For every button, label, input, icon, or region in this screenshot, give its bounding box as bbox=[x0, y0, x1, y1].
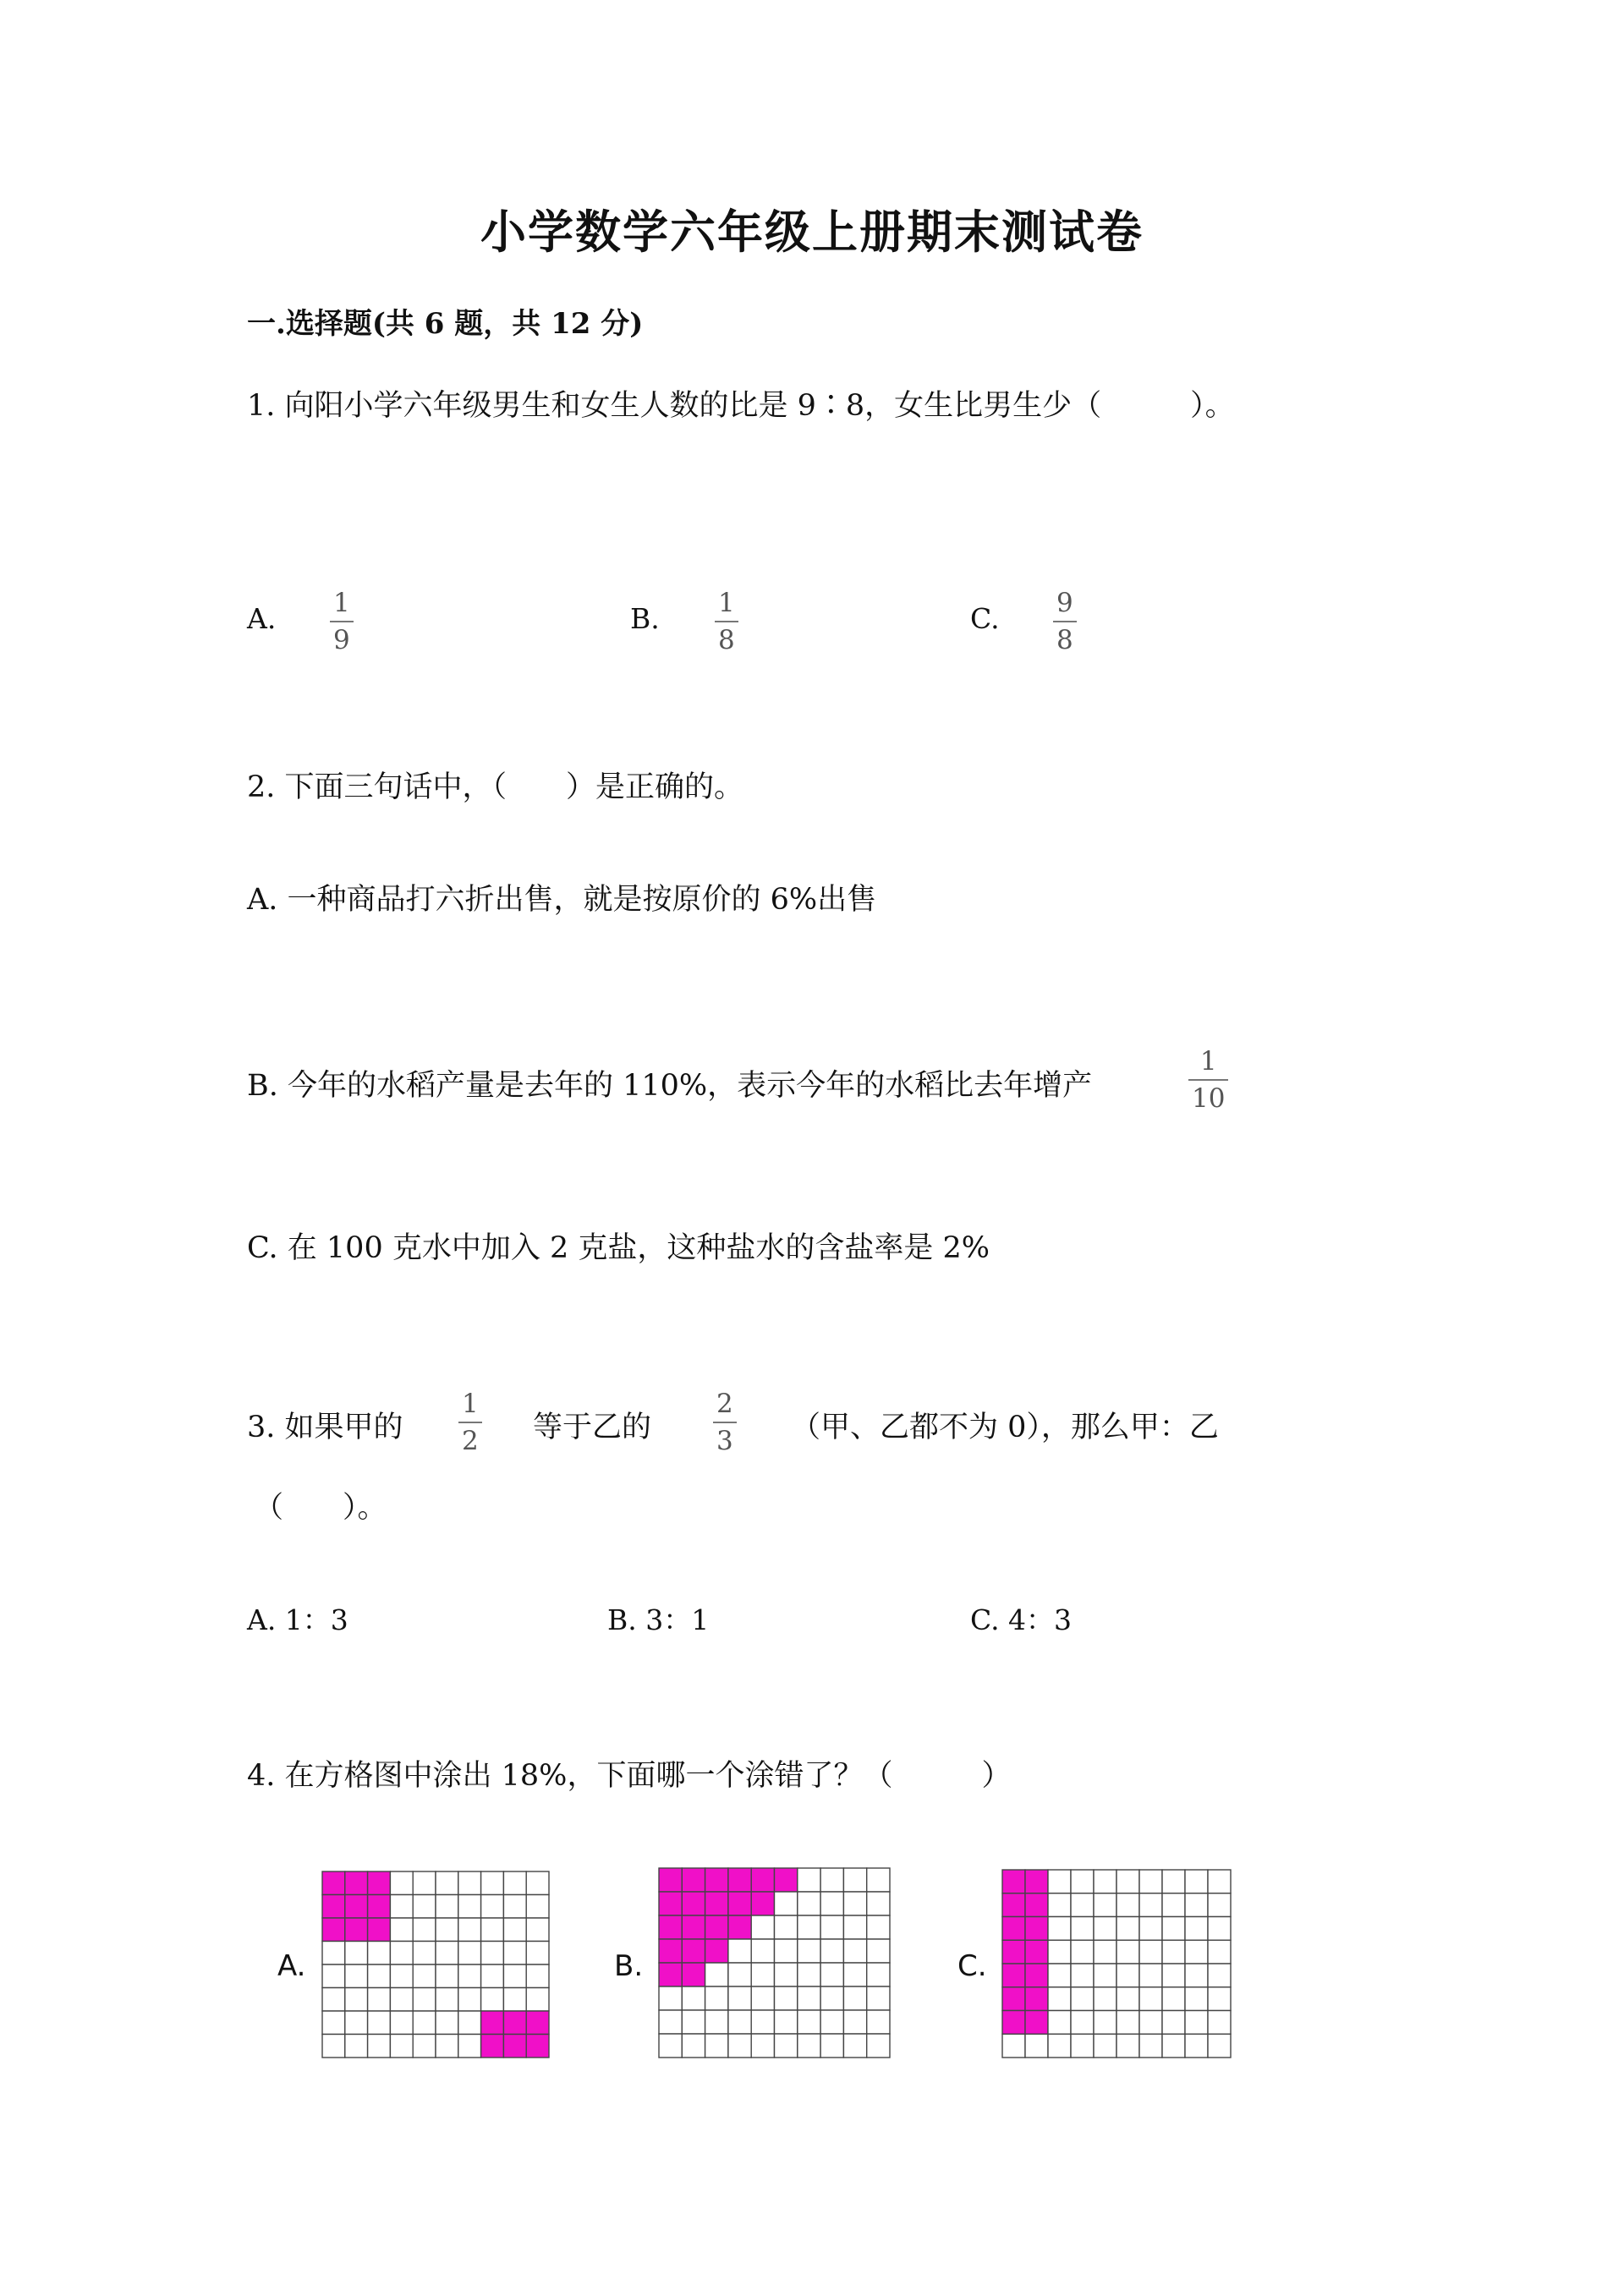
fraction-numerator: 2 bbox=[716, 1389, 733, 1419]
grid-cell-shaded bbox=[659, 1915, 682, 1939]
q1-option-a-label: A. bbox=[247, 602, 277, 635]
grid-cell bbox=[413, 1895, 436, 1919]
grid-cell bbox=[1071, 1987, 1094, 2011]
grid-cell bbox=[820, 2010, 843, 2034]
grid-cell-shaded bbox=[705, 1915, 728, 1939]
fraction-bar bbox=[1053, 621, 1077, 622]
grid-a-label: A. bbox=[277, 1949, 306, 1983]
grid-cell bbox=[1139, 2034, 1162, 2058]
grid-cell bbox=[751, 2010, 774, 2034]
grid-cell bbox=[526, 1918, 549, 1942]
grid-cell-shaded bbox=[503, 2011, 526, 2035]
grid-cell bbox=[775, 1963, 798, 1986]
grid-cell bbox=[503, 1895, 526, 1919]
grid-cell bbox=[798, 1915, 820, 1939]
grid-cell bbox=[820, 1963, 843, 1986]
grid-cell bbox=[1185, 1893, 1208, 1917]
grid-cell bbox=[843, 2034, 866, 2058]
fraction-denominator: 9 bbox=[333, 625, 350, 655]
grid-cell bbox=[345, 1988, 368, 2012]
grid-cell bbox=[436, 1964, 458, 1988]
grid-cell-shaded bbox=[728, 1868, 751, 1892]
grid-cell bbox=[1071, 2011, 1094, 2035]
fraction-denominator: 8 bbox=[718, 625, 735, 655]
grid-cell-shaded bbox=[751, 1868, 774, 1892]
grid-cell-shaded bbox=[481, 2011, 504, 2035]
grid-cell bbox=[1116, 2034, 1139, 2058]
grid-cell-shaded bbox=[1025, 1987, 1048, 2011]
grid-cell bbox=[1139, 1893, 1162, 1917]
grid-cell bbox=[1208, 1893, 1231, 1917]
page-title: 小学数学六年级上册期末测试卷 bbox=[480, 205, 1144, 259]
grid-cell bbox=[1002, 2034, 1025, 2058]
q1-option-a-fraction bbox=[330, 590, 354, 654]
grid-cell-shaded bbox=[345, 1871, 368, 1895]
grid-cell bbox=[390, 1895, 413, 1919]
grid-b-label: B. bbox=[614, 1949, 644, 1983]
grid-cell bbox=[436, 1871, 458, 1895]
grid-cell bbox=[345, 2035, 368, 2058]
q1-option-b-fraction bbox=[715, 590, 738, 654]
grid-cell bbox=[705, 2010, 728, 2034]
grid-cell bbox=[1162, 1917, 1185, 1941]
grid-cell-shaded bbox=[526, 2035, 549, 2058]
grid-cell bbox=[322, 1964, 345, 1988]
grid-cell bbox=[1208, 2011, 1231, 2035]
grid-cell bbox=[1162, 2011, 1185, 2035]
grid-cell-shaded bbox=[705, 1939, 728, 1963]
grid-cell bbox=[820, 1915, 843, 1939]
grid-cell-shaded bbox=[1025, 1917, 1048, 1941]
fraction-denominator: 3 bbox=[716, 1426, 733, 1456]
question-3-part-1: 3. 如果甲的 bbox=[247, 1411, 403, 1444]
grid-cell-shaded bbox=[728, 1892, 751, 1915]
grid-cell bbox=[705, 1986, 728, 2010]
grid-cell bbox=[436, 1988, 458, 2012]
q1-option-b-label: B. bbox=[630, 602, 660, 635]
grid-cell bbox=[526, 1964, 549, 1988]
grid-cell bbox=[390, 1942, 413, 1965]
grid-cell-shaded bbox=[659, 1868, 682, 1892]
grid-cell bbox=[1185, 1917, 1208, 1941]
grid-cell-shaded bbox=[1002, 1964, 1025, 1987]
grid-cell-shaded bbox=[1002, 1917, 1025, 1941]
grid-cell bbox=[322, 1942, 345, 1965]
grid-cell bbox=[1208, 1987, 1231, 2011]
grid-cell bbox=[843, 1986, 866, 2010]
grid-cell bbox=[1139, 1987, 1162, 2011]
grid-cell bbox=[1048, 1893, 1071, 1917]
q2-option-b-fraction bbox=[1188, 1046, 1228, 1114]
grid-cell bbox=[843, 1892, 866, 1915]
grid-cell bbox=[1116, 1940, 1139, 1964]
grid-cell bbox=[1185, 1964, 1208, 1987]
q3-option-c: C. 4：3 bbox=[970, 1603, 1073, 1636]
grid-cell bbox=[659, 1986, 682, 2010]
grid-cell bbox=[1139, 2011, 1162, 2035]
grid-cell-shaded bbox=[322, 1871, 345, 1895]
grid-cell bbox=[1116, 1893, 1139, 1917]
grid-cell bbox=[775, 1939, 798, 1963]
grid-cell-shaded bbox=[1002, 1870, 1025, 1893]
grid-cell-shaded bbox=[1025, 1893, 1048, 1917]
grid-cell bbox=[1162, 1987, 1185, 2011]
grid-cell bbox=[345, 2011, 368, 2035]
grid-cell bbox=[1162, 1940, 1185, 1964]
grid-cell bbox=[728, 2010, 751, 2034]
grid-cell bbox=[345, 1964, 368, 1988]
grid-cell bbox=[1071, 1917, 1094, 1941]
grid-cell bbox=[458, 1942, 481, 1965]
grid-cell bbox=[503, 1942, 526, 1965]
grid-cell bbox=[867, 1892, 890, 1915]
grid-cell bbox=[1048, 1917, 1071, 1941]
grid-cell bbox=[705, 1963, 728, 1986]
grid-cell-shaded bbox=[1025, 1870, 1048, 1893]
fraction-numerator: 1 bbox=[1199, 1046, 1217, 1077]
q2-option-a: A. 一种商品打六折出售，就是按原价的 6%出售 bbox=[247, 883, 877, 917]
grid-cell bbox=[775, 1892, 798, 1915]
grid-cell bbox=[481, 1942, 504, 1965]
grid-cell bbox=[1116, 2011, 1139, 2035]
grid-cell-shaded bbox=[322, 1918, 345, 1942]
grid-c bbox=[1001, 1869, 1232, 2058]
grid-cell bbox=[659, 2034, 682, 2058]
grid-cell-shaded bbox=[659, 1892, 682, 1915]
grid-cell bbox=[413, 1871, 436, 1895]
grid-cell bbox=[526, 1895, 549, 1919]
grid-cell bbox=[820, 1868, 843, 1892]
grid-cell bbox=[1094, 1917, 1116, 1941]
q1-option-c-label: C. bbox=[970, 602, 1000, 635]
grid-cell bbox=[368, 1942, 391, 1965]
fraction-bar bbox=[1188, 1079, 1228, 1081]
grid-cell bbox=[1162, 1870, 1185, 1893]
grid-a bbox=[321, 1871, 550, 2058]
grid-cell bbox=[436, 1942, 458, 1965]
grid-cell bbox=[751, 1915, 774, 1939]
grid-cell bbox=[1071, 1893, 1094, 1917]
grid-cell bbox=[368, 2011, 391, 2035]
grid-cell bbox=[820, 2034, 843, 2058]
grid-cell bbox=[728, 1963, 751, 1986]
grid-cell bbox=[1094, 2034, 1116, 2058]
grid-cell bbox=[751, 2034, 774, 2058]
grid-cell bbox=[481, 1918, 504, 1942]
grid-cell bbox=[413, 1964, 436, 1988]
q3-option-b: B. 3：1 bbox=[607, 1603, 710, 1636]
grid-b bbox=[658, 1867, 891, 2058]
grid-cell bbox=[390, 2035, 413, 2058]
question-2-stem: 2. 下面三句话中，（ ）是正确的。 bbox=[247, 770, 744, 804]
grid-cell-shaded bbox=[368, 1871, 391, 1895]
fraction-bar bbox=[330, 621, 354, 622]
grid-cell-shaded bbox=[682, 1915, 705, 1939]
grid-cell bbox=[436, 1918, 458, 1942]
grid-cell bbox=[390, 1918, 413, 1942]
grid-cell bbox=[751, 1963, 774, 1986]
grid-cell bbox=[1071, 1940, 1094, 1964]
grid-cell bbox=[798, 1963, 820, 1986]
grid-cell bbox=[843, 1939, 866, 1963]
grid-cell bbox=[458, 1918, 481, 1942]
grid-cell bbox=[1162, 1893, 1185, 1917]
grid-cell bbox=[1185, 1987, 1208, 2011]
grid-cell bbox=[390, 1871, 413, 1895]
fraction-denominator: 8 bbox=[1056, 625, 1073, 655]
grid-cell bbox=[682, 2034, 705, 2058]
grid-cell bbox=[682, 1986, 705, 2010]
grid-cell bbox=[1116, 1870, 1139, 1893]
grid-cell bbox=[503, 1871, 526, 1895]
grid-cell bbox=[458, 1895, 481, 1919]
fraction-numerator: 1 bbox=[462, 1389, 479, 1419]
grid-cell-shaded bbox=[526, 2011, 549, 2035]
grid-cell-shaded bbox=[659, 1939, 682, 1963]
grid-cell bbox=[458, 1871, 481, 1895]
grid-cell-shaded bbox=[345, 1918, 368, 1942]
grid-cell bbox=[413, 2035, 436, 2058]
grid-cell bbox=[322, 2011, 345, 2035]
question-4-stem: 4. 在方格图中涂出 18%，下面哪一个涂错了？（ ） bbox=[247, 1759, 1012, 1793]
grid-cell-shaded bbox=[751, 1892, 774, 1915]
grid-cell bbox=[775, 2010, 798, 2034]
grid-cell bbox=[1071, 1964, 1094, 1987]
grid-cell bbox=[867, 2010, 890, 2034]
grid-cell bbox=[503, 1988, 526, 2012]
grid-cell-shaded bbox=[682, 1868, 705, 1892]
grid-cell-shaded bbox=[368, 1895, 391, 1919]
grid-cell-shaded bbox=[682, 1892, 705, 1915]
fraction-denominator: 10 bbox=[1192, 1083, 1226, 1114]
grid-cell-shaded bbox=[659, 1963, 682, 1986]
grid-cell bbox=[436, 2011, 458, 2035]
grid-c-label: C. bbox=[957, 1949, 987, 1983]
grid-cell bbox=[1208, 1964, 1231, 1987]
grid-cell-shaded bbox=[1025, 2011, 1048, 2035]
section-heading: 一.选择题(共 6 题，共 12 分) bbox=[247, 307, 644, 341]
grid-cell bbox=[843, 1915, 866, 1939]
grid-cell bbox=[322, 1988, 345, 2012]
grid-cell bbox=[820, 1986, 843, 2010]
grid-cell bbox=[1208, 2034, 1231, 2058]
grid-cell bbox=[751, 1939, 774, 1963]
grid-cell bbox=[413, 1988, 436, 2012]
grid-cell bbox=[1208, 1870, 1231, 1893]
grid-cell bbox=[390, 1988, 413, 2012]
grid-cell bbox=[1094, 1987, 1116, 2011]
grid-cell bbox=[1071, 1870, 1094, 1893]
question-3-line-2: （ ）。 bbox=[254, 1491, 387, 1525]
grid-cell bbox=[368, 1988, 391, 2012]
grid-cell bbox=[1208, 1917, 1231, 1941]
grid-cell-shaded bbox=[728, 1915, 751, 1939]
grid-cell bbox=[1116, 1987, 1139, 2011]
grid-cell bbox=[1048, 2011, 1071, 2035]
q2-option-b: B. 今年的水稻产量是去年的 110%，表示今年的水稻比去年增产 bbox=[247, 1069, 1093, 1103]
grid-cell bbox=[436, 1895, 458, 1919]
grid-cell-shaded bbox=[682, 1963, 705, 1986]
grid-cell bbox=[368, 1964, 391, 1988]
q3-option-a: A. 1：3 bbox=[247, 1603, 348, 1636]
grid-cell bbox=[843, 1963, 866, 1986]
grid-cell bbox=[1094, 1940, 1116, 1964]
grid-cell bbox=[1071, 2034, 1094, 2058]
grid-cell bbox=[503, 1964, 526, 1988]
grid-cell-shaded bbox=[1025, 1964, 1048, 1987]
grid-cell bbox=[526, 1942, 549, 1965]
grid-cell bbox=[820, 1939, 843, 1963]
grid-cell bbox=[843, 1868, 866, 1892]
grid-cell bbox=[436, 2035, 458, 2058]
grid-cell bbox=[458, 1988, 481, 2012]
grid-cell bbox=[368, 2035, 391, 2058]
grid-cell-shaded bbox=[503, 2035, 526, 2058]
grid-cell-shaded bbox=[682, 1939, 705, 1963]
grid-cell bbox=[1116, 1964, 1139, 1987]
grid-cell bbox=[798, 1939, 820, 1963]
grid-cell bbox=[481, 1895, 504, 1919]
grid-cell bbox=[867, 1963, 890, 1986]
grid-cell-shaded bbox=[705, 1868, 728, 1892]
grid-cell-shaded bbox=[1002, 1940, 1025, 1964]
grid-cell bbox=[1094, 1870, 1116, 1893]
grid-cell bbox=[728, 1939, 751, 1963]
grid-cell bbox=[705, 2034, 728, 2058]
grid-cell bbox=[843, 2010, 866, 2034]
grid-cell bbox=[751, 1986, 774, 2010]
grid-cell bbox=[1185, 2011, 1208, 2035]
q3-fraction-1 bbox=[458, 1391, 482, 1455]
grid-cell bbox=[659, 2010, 682, 2034]
grid-cell bbox=[458, 2035, 481, 2058]
question-3-part-2: 等于乙的 bbox=[533, 1411, 652, 1444]
grid-cell bbox=[798, 1892, 820, 1915]
grid-cell bbox=[1048, 1964, 1071, 1987]
grid-cell bbox=[1139, 1870, 1162, 1893]
fraction-bar bbox=[715, 621, 738, 622]
grid-cell bbox=[867, 1868, 890, 1892]
grid-cell bbox=[1094, 1893, 1116, 1917]
grid-cell bbox=[867, 2034, 890, 2058]
grid-cell bbox=[481, 1871, 504, 1895]
grid-cell-shaded bbox=[322, 1895, 345, 1919]
grid-cell bbox=[1185, 1940, 1208, 1964]
grid-cell bbox=[413, 1942, 436, 1965]
fraction-bar bbox=[458, 1422, 482, 1423]
grid-cell bbox=[458, 1964, 481, 1988]
grid-cell bbox=[798, 1868, 820, 1892]
grid-cell bbox=[682, 2010, 705, 2034]
grid-cell bbox=[820, 1892, 843, 1915]
grid-cell bbox=[526, 1988, 549, 2012]
grid-cell-shaded bbox=[1002, 1893, 1025, 1917]
grid-cell bbox=[775, 1986, 798, 2010]
grid-cell bbox=[1208, 1940, 1231, 1964]
grid-cell bbox=[798, 2034, 820, 2058]
grid-cell bbox=[867, 1986, 890, 2010]
grid-cell bbox=[1185, 2034, 1208, 2058]
grid-cell bbox=[390, 2011, 413, 2035]
grid-cell bbox=[1162, 2034, 1185, 2058]
grid-cell bbox=[1139, 1940, 1162, 1964]
grid-cell bbox=[867, 1939, 890, 1963]
grid-cell bbox=[867, 1915, 890, 1939]
grid-cell bbox=[728, 1986, 751, 2010]
q2-option-c: C. 在 100 克水中加入 2 克盐，这种盐水的含盐率是 2% bbox=[247, 1231, 990, 1265]
fraction-numerator: 1 bbox=[333, 588, 350, 618]
grid-cell bbox=[728, 2034, 751, 2058]
grid-cell bbox=[503, 1918, 526, 1942]
grid-cell-shaded bbox=[1002, 2011, 1025, 2035]
fraction-numerator: 1 bbox=[718, 588, 735, 618]
q1-option-c-fraction bbox=[1053, 590, 1077, 654]
grid-cell bbox=[798, 1986, 820, 2010]
grid-cell bbox=[775, 2034, 798, 2058]
grid-cell bbox=[345, 1942, 368, 1965]
grid-cell bbox=[1116, 1917, 1139, 1941]
grid-cell bbox=[526, 1871, 549, 1895]
grid-cell-shaded bbox=[705, 1892, 728, 1915]
grid-cell bbox=[798, 2010, 820, 2034]
fraction-numerator: 9 bbox=[1056, 588, 1073, 618]
grid-cell bbox=[1048, 1940, 1071, 1964]
grid-cell bbox=[1094, 2011, 1116, 2035]
grid-cell bbox=[1048, 2034, 1071, 2058]
grid-cell-shaded bbox=[1025, 1940, 1048, 1964]
grid-cell-shaded bbox=[775, 1868, 798, 1892]
grid-cell-shaded bbox=[345, 1895, 368, 1919]
grid-cell bbox=[1025, 2034, 1048, 2058]
grid-cell bbox=[481, 1964, 504, 1988]
grid-cell bbox=[458, 2011, 481, 2035]
grid-cell bbox=[1139, 1917, 1162, 1941]
grid-cell bbox=[1094, 1964, 1116, 1987]
grid-cell bbox=[322, 2035, 345, 2058]
question-3-part-3: （甲、乙都不为 0），那么甲：乙 bbox=[791, 1411, 1219, 1444]
fraction-denominator: 2 bbox=[462, 1426, 479, 1456]
grid-cell bbox=[775, 1915, 798, 1939]
grid-cell bbox=[1185, 1870, 1208, 1893]
grid-cell-shaded bbox=[481, 2035, 504, 2058]
grid-cell bbox=[481, 1988, 504, 2012]
grid-cell bbox=[1048, 1987, 1071, 2011]
grid-cell bbox=[1139, 1964, 1162, 1987]
grid-cell bbox=[413, 2011, 436, 2035]
grid-cell-shaded bbox=[368, 1918, 391, 1942]
grid-cell-shaded bbox=[1002, 1987, 1025, 2011]
q3-fraction-2 bbox=[713, 1391, 737, 1455]
grid-cell bbox=[390, 1964, 413, 1988]
grid-cell bbox=[1162, 1964, 1185, 1987]
question-1-stem: 1. 向阳小学六年级男生和女生人数的比是 9∶8，女生比男生少（ ）。 bbox=[247, 389, 1235, 423]
grid-cell bbox=[413, 1918, 436, 1942]
grid-cell bbox=[1048, 1870, 1071, 1893]
fraction-bar bbox=[713, 1422, 737, 1423]
